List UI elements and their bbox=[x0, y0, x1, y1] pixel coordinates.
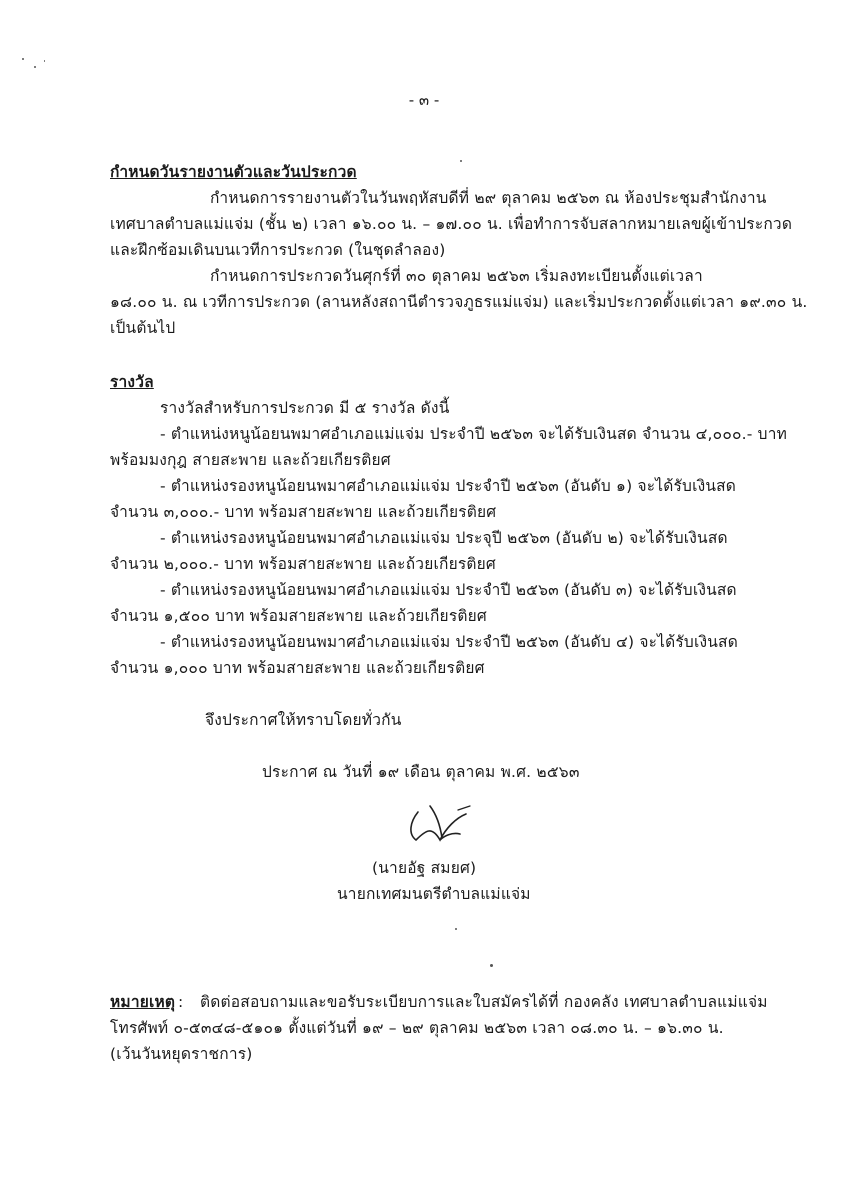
signer-name: (นายอัฐ สมยศ) bbox=[372, 859, 477, 877]
note-line: (เว้นวันหยุดราชการ) bbox=[110, 1045, 253, 1063]
scan-speck bbox=[460, 160, 462, 162]
award-line: - ตำแหน่งหนูน้อยนพมาศอำเภอแม่แจ่ม ประจำปี ๒๕๖๓ จะได้รับเงินสด จำนวน ๔,๐๐๐.- บาท bbox=[160, 425, 788, 443]
section-heading-schedule: กำหนดวันรายงานตัวและวันประกวด bbox=[110, 163, 357, 181]
award-line: จำนวน ๒,๐๐๐.- บาท พร้อมสายสะพาย และถ้วยเกียรติยศ bbox=[110, 555, 496, 573]
signature-icon bbox=[400, 800, 480, 850]
scan-speck bbox=[490, 964, 493, 967]
award-line: จำนวน ๑,๕๐๐ บาท พร้อมสายสะพาย และถ้วยเกียรติยศ bbox=[110, 607, 487, 625]
paragraph-line: ๑๘.๐๐ น. ณ เวทีการประกวด (ลานหลังสถานีตำรวจภูธรแม่แจ่ม) และเริ่มประกวดตั้งแต่เวลา ๑๙.๓๐ น. bbox=[110, 293, 808, 311]
signer-title: นายกเทศมนตรีตำบลแม่แจ่ม bbox=[337, 885, 531, 903]
scan-speck bbox=[455, 928, 457, 930]
scan-speck bbox=[22, 58, 24, 60]
note-label: หมายเหตุ bbox=[110, 993, 176, 1011]
paragraph-line: เทศบาลตำบลแม่แจ่ม (ชั้น ๒) เวลา ๑๖.๐๐ น. – ๑๗.๐๐ น. เพื่อทำการจับสลากหมายเลขผู้เข้าประกวด bbox=[110, 215, 793, 233]
award-line: - ตำแหน่งรองหนูน้อยนพมาศอำเภอแม่แจ่ม ประจำปี ๒๕๖๓ (อันดับ ๓) จะได้รับเงินสด bbox=[160, 581, 737, 599]
award-line: - ตำแหน่งรองหนูน้อยนพมาศอำเภอแม่แจ่ม ประจำปี ๒๕๖๓ (อันดับ ๑) จะได้รับเงินสด bbox=[160, 477, 737, 495]
paragraph-line: และฝึกซ้อมเดินบนเวทีการประกวด (ในชุดลำลอง) bbox=[110, 241, 446, 259]
award-line: - ตำแหน่งรองหนูน้อยนพมาศอำเภอแม่แจ่ม ประจุปี ๒๕๖๓ (อันดับ ๒) จะได้รับเงินสด bbox=[160, 529, 728, 547]
scan-speck bbox=[44, 60, 45, 62]
paragraph-line: เป็นต้นไป bbox=[110, 319, 176, 337]
announcement-date: ประกาศ ณ วันที่ ๑๙ เดือน ตุลาคม พ.ศ. ๒๕๖๓ bbox=[262, 763, 580, 781]
note-separator: : bbox=[178, 993, 184, 1011]
note-line: โทรศัพท์ ๐-๕๓๔๘-๕๑๐๑ ตั้งแต่วันที่ ๑๙ – ๒๙ ตุลาคม ๒๕๖๓ เวลา ๐๘.๓๐ น. – ๑๖.๓๐ น. bbox=[110, 1019, 724, 1037]
paragraph-line: กำหนดการประกวดวันศุกร์ที่ ๓๐ ตุลาคม ๒๕๖๓ เริ่มลงทะเบียนตั้งแต่เวลา bbox=[210, 267, 703, 285]
scan-speck bbox=[34, 66, 36, 68]
closing-statement: จึงประกาศให้ทราบโดยทั่วกัน bbox=[205, 711, 402, 729]
page-number: - ๓ - bbox=[408, 91, 440, 109]
awards-intro: รางวัลสำหรับการประกวด มี ๕ รางวัล ดังนี้ bbox=[160, 399, 450, 417]
award-line: - ตำแหน่งรองหนูน้อยนพมาศอำเภอแม่แจ่ม ประจำปี ๒๕๖๓ (อันดับ ๔) จะได้รับเงินสด bbox=[160, 633, 738, 651]
paragraph-line: กำหนดการรายงานตัวในวันพฤหัสบดีที่ ๒๙ ตุลาคม ๒๕๖๓ ณ ห้องประชุมสำนักงาน bbox=[210, 189, 767, 207]
award-line: จำนวน ๑,๐๐๐ บาท พร้อมสายสะพาย และถ้วยเกียรติยศ bbox=[110, 659, 485, 677]
note-line: ติดต่อสอบถามและขอรับระเบียบการและใบสมัครได้ที่ กองคลัง เทศบาลตำบลแม่แจ่ม bbox=[200, 993, 768, 1011]
award-line: พร้อมมงกุฎ สายสะพาย และถ้วยเกียรติยศ bbox=[110, 451, 391, 469]
award-line: จำนวน ๓,๐๐๐.- บาท พร้อมสายสะพาย และถ้วยเกียรติยศ bbox=[110, 503, 497, 521]
section-heading-awards: รางวัล bbox=[110, 373, 154, 391]
